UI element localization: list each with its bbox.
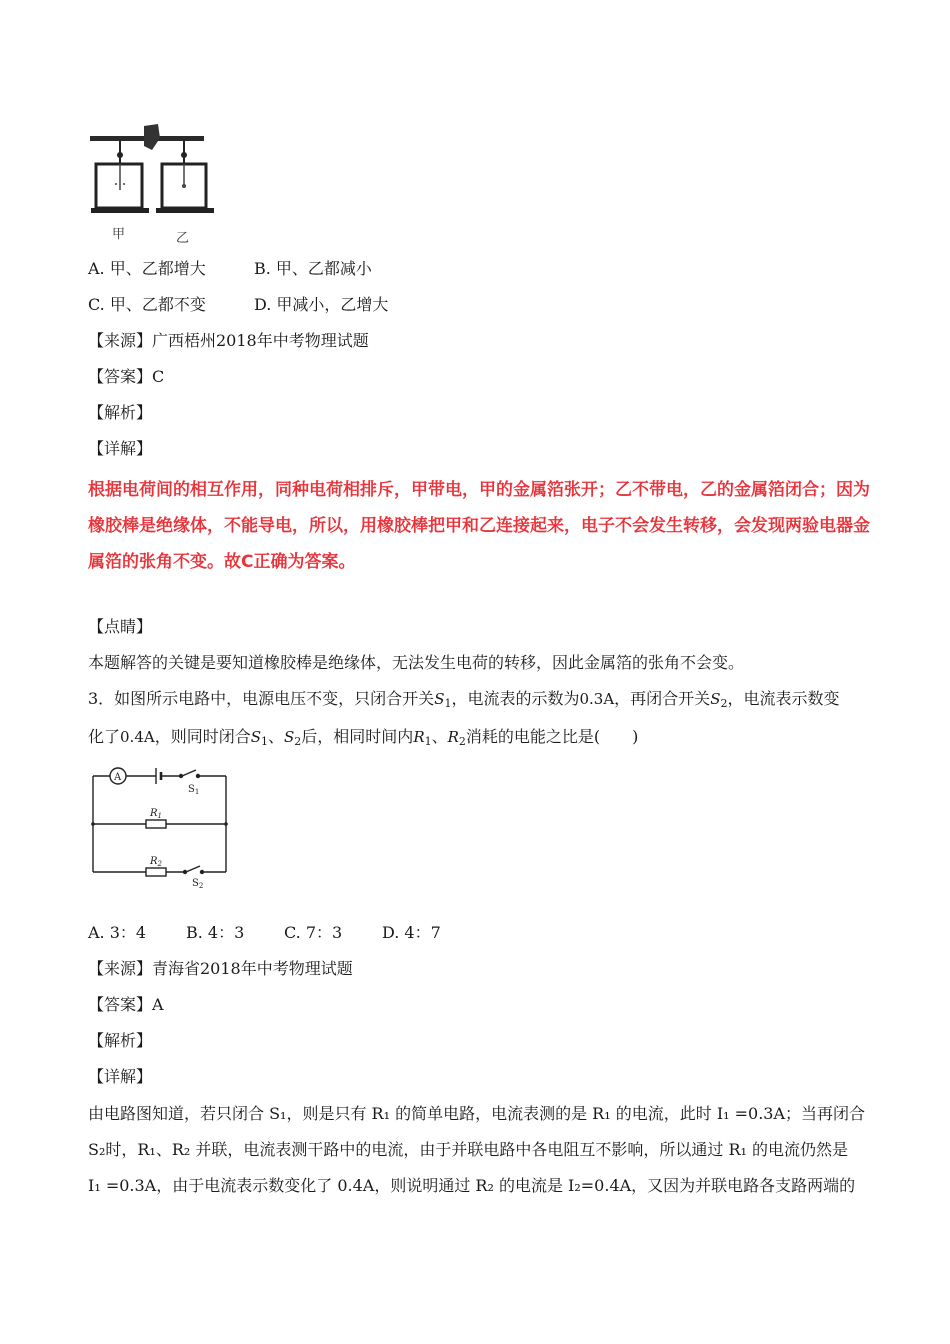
stem-text: 化了 bbox=[88, 727, 121, 746]
option-d: D. 甲减小，乙增大 bbox=[254, 295, 389, 314]
answer: 【答案】C bbox=[88, 367, 165, 386]
s1-label bbox=[188, 784, 199, 796]
source: 【来源】广西梧州2018年中考物理试题 bbox=[88, 331, 369, 350]
r2-label bbox=[149, 856, 163, 868]
option-d: D. 4：7 bbox=[382, 923, 441, 942]
option-c: C. 甲、乙都不变 bbox=[88, 295, 206, 314]
sub-1: 1 bbox=[157, 812, 162, 820]
option-a: A. 甲、乙都增大 bbox=[88, 259, 206, 278]
stem-text: 消耗的电能之比是( ) bbox=[465, 727, 639, 746]
s-letter: S bbox=[188, 784, 195, 795]
s-letter: S bbox=[710, 690, 721, 708]
switch-s1-symbol bbox=[434, 690, 451, 708]
circuit-diagram bbox=[88, 764, 238, 890]
resistor-r1-symbol bbox=[413, 728, 431, 746]
sub-1: 1 bbox=[261, 735, 268, 748]
s-letter: S bbox=[434, 690, 445, 708]
sub-2: 2 bbox=[294, 735, 302, 748]
option-c: C. 7：3 bbox=[284, 923, 343, 942]
r-letter: R bbox=[150, 856, 158, 867]
detail-heading: 【详解】 bbox=[88, 439, 153, 458]
explanation-line: 属箔的张角不变。故C正确为答案。 bbox=[88, 552, 356, 572]
option-b: B. 甲、乙都减小 bbox=[254, 259, 372, 278]
r-letter: R bbox=[447, 728, 459, 746]
label-yi: 乙 bbox=[176, 231, 190, 246]
switch-s1-symbol bbox=[251, 728, 268, 746]
options-row-1 bbox=[88, 258, 372, 280]
option-b: B. 4：3 bbox=[186, 923, 245, 942]
sub-1: 1 bbox=[194, 788, 200, 796]
source: 【来源】青海省2018年中考物理试题 bbox=[88, 959, 353, 978]
s-letter: S bbox=[284, 728, 295, 746]
detail-line: S₂时，R₁、R₂ 并联，电流表测干路中的电流，由于并联电路中各电阻互不影响，所以通过 R₁ 的电流仍然是 bbox=[88, 1140, 849, 1159]
stem-text: ，电流表示数变 bbox=[727, 689, 840, 708]
r-letter: R bbox=[150, 808, 158, 819]
sub-2: 2 bbox=[458, 735, 466, 748]
stem-text: 后，相同时间内 bbox=[301, 727, 414, 746]
detail-paragraph bbox=[88, 1096, 864, 1204]
answer: 【答案】A bbox=[88, 995, 164, 1014]
explanation-line: 根据电荷间的相互作用，同种电荷相排斥，甲带电，甲的金属箔张开；乙不带电，乙的金属箔闭合；因为 bbox=[88, 480, 870, 500]
current-value-1: 0.3A bbox=[579, 690, 615, 708]
options-row-2 bbox=[88, 294, 388, 316]
stem-text: ，电流表的示数为 bbox=[451, 689, 580, 708]
detail-line: I₁ =0.3A，由于电流表示数变化了 0.4A，则说明通过 R₂ 的电流是 I₂=0.4A，又因为并联电路各支路两端的 bbox=[88, 1176, 856, 1195]
label-jia: 甲 bbox=[112, 227, 126, 242]
tip-heading: 【点睛】 bbox=[88, 617, 153, 636]
analysis-heading: 【解析】 bbox=[88, 403, 153, 422]
tip-text: 本题解答的关键是要知道橡胶棒是绝缘体，无法发生电荷的转移，因此金属箔的张角不会变。 bbox=[88, 653, 745, 672]
switch-s2-symbol bbox=[284, 728, 301, 746]
sub-1: 1 bbox=[444, 697, 452, 710]
s-letter: S bbox=[192, 878, 199, 889]
stem-text: ，则同时闭合 bbox=[154, 727, 251, 746]
s2-label bbox=[192, 878, 203, 890]
detail-line: 由电路图知道，若只闭合 S₁，则是只有 R₁ 的简单电路，电流表测的是 R₁ 的电流，此时 I₁ =0.3A；当再闭合 bbox=[88, 1104, 866, 1123]
stem-text: 、 bbox=[431, 727, 448, 746]
q3-options bbox=[88, 922, 441, 944]
q3-stem-line-2 bbox=[88, 726, 638, 753]
ammeter-label: A bbox=[114, 772, 122, 783]
explanation-text bbox=[88, 472, 878, 580]
r-letter: R bbox=[413, 728, 425, 746]
detail-heading: 【详解】 bbox=[88, 1067, 153, 1086]
resistor-r2-symbol bbox=[448, 728, 466, 746]
sub-1: 1 bbox=[424, 735, 432, 748]
analysis-heading: 【解析】 bbox=[88, 1031, 153, 1050]
r1-label bbox=[149, 808, 162, 820]
explanation-line: 橡胶棒是绝缘体，不能导电，所以，用橡胶棒把甲和乙连接起来，电子不会发生转移，会发现两验电器金 bbox=[88, 516, 870, 536]
stem-text: 、 bbox=[268, 727, 285, 746]
stem-text: ，再闭合开关 bbox=[614, 689, 711, 708]
switch-s2-symbol bbox=[710, 690, 727, 708]
sub-2: 2 bbox=[720, 697, 728, 710]
current-change-value: 0.4A bbox=[120, 728, 155, 746]
sub-2: 2 bbox=[157, 860, 162, 868]
sub-2: 2 bbox=[198, 882, 204, 890]
electroscope-figure bbox=[86, 120, 226, 248]
option-a: A. 3：4 bbox=[88, 923, 147, 942]
s-letter: S bbox=[250, 728, 261, 746]
q3-stem-line-1 bbox=[88, 688, 839, 715]
stem-text: 3．如图所示电路中，电源电压不变，只闭合开关 bbox=[88, 689, 435, 708]
